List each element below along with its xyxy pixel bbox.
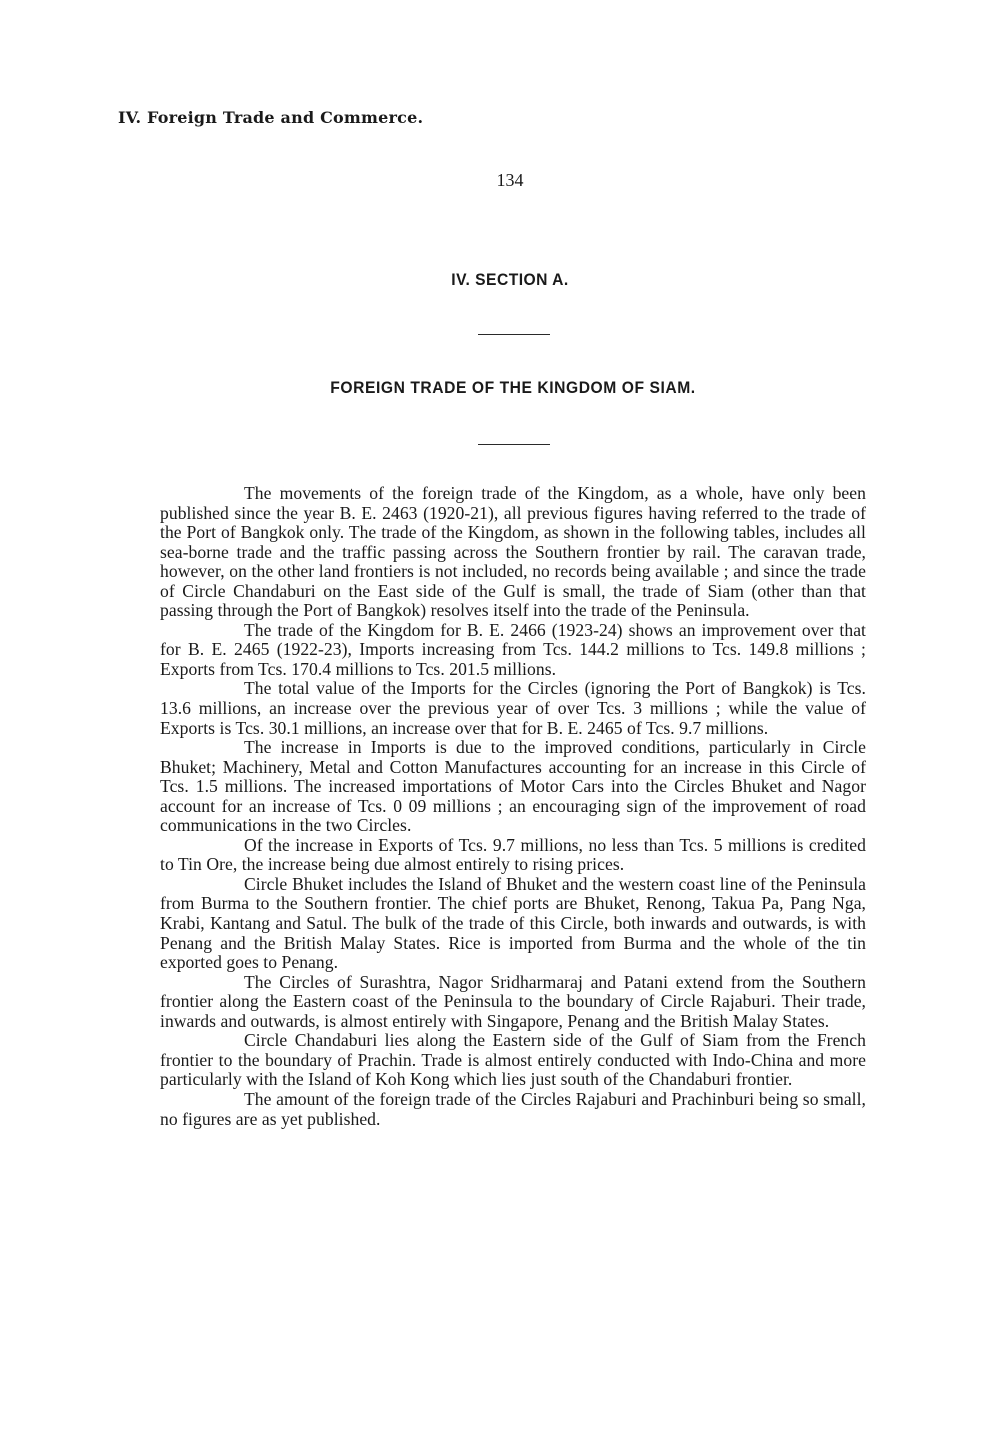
page-title: FOREIGN TRADE OF THE KINGDOM OF SIAM. bbox=[330, 378, 696, 397]
paragraph: Circle Chandaburi lies along the Eastern side of the Gulf of Siam from the French frontier to the boundary of Prachin. Trade is almost entirely conducted with Indo-China and more particularly with the Island of Koh Kong which lies just south of the Chandaburi frontier. bbox=[160, 1030, 866, 1090]
paragraph: The amount of the foreign trade of the Circles Rajaburi and Prachinburi being so small, no figures are as yet published. bbox=[160, 1088, 866, 1129]
running-head: IV. Foreign Trade and Commerce. bbox=[118, 108, 424, 127]
body-text bbox=[160, 484, 866, 1129]
divider-rule bbox=[478, 334, 550, 335]
paragraph: The trade of the Kingdom for B. E. 2466 (1923-24) shows an improvement over that for B. E. 2465 (1922-23), Imports increasing from Tcs. 144.2 millions to Tcs. 149.8 millions ; Exports from Tcs. 170.4 millions to Tcs. 201.5 millions. bbox=[160, 619, 866, 679]
page-number: 134 bbox=[496, 170, 524, 190]
paragraph: The increase in Imports is due to the improved conditions, particularly in Circle Bhuket; Machinery, Metal and Cotton Manufactures accounting for an increase in this Circle of Tcs. 1.5 millions. The increased importations of Motor Cars into the Circles Bhuket and Nagor account for an increase of Tcs. 0 09 millions ; an encouraging sign of the improvement of road communications in the two Circles. bbox=[160, 737, 866, 836]
paragraph: The total value of the Imports for the Circles (ignoring the Port of Bangkok) is Tcs. 13.6 millions, an increase over the previous year of over Tcs. 3 millions ; while the value of Exports is Tcs. 30.1 millions, an increase over that for B. E. 2465 of Tcs. 9.7 millions. bbox=[160, 678, 866, 738]
divider-rule bbox=[478, 444, 550, 445]
section-heading: IV. SECTION A. bbox=[451, 270, 569, 289]
paragraph: Circle Bhuket includes the Island of Bhuket and the western coast line of the Peninsula from Burma to the Southern frontier. The chief ports are Bhuket, Renong, Takua Pa, Pang Nga, Krabi, Kantang and Satul. The bulk of the trade of this Circle, both inwards and outwards, is with Penang and the British Malay States. Rice is imported from Burma and the whole of the tin exported goes to Penang. bbox=[160, 873, 866, 973]
paragraph: Of the increase in Exports of Tcs. 9.7 millions, no less than Tcs. 5 millions is credited to Tin Ore, the increase being due almost entirely to rising prices. bbox=[160, 834, 866, 875]
paragraph: The movements of the foreign trade of the Kingdom, as a whole, have only been published since the year B. E. 2463 (1920-21), all previous figures having referred to the trade of the Port of Bangkok only. The trade of the Kingdom, as shown in the following tables, includes all sea-borne trade and the traffic passing across the Southern frontier by rail. The caravan trade, however, on the other land frontiers is not included, no records being available ; and since the trade of Circle Chandaburi on the East side of the Gulf is small, the trade of Siam (other than that passing through the Port of Bangkok) resolves itself into the trade of the Peninsula. bbox=[160, 483, 866, 621]
paragraph: The Circles of Surashtra, Nagor Sridharmaraj and Patani extend from the Southern frontier along the Eastern coast of the Peninsula to the boundary of Circle Rajaburi. Their trade, inwards and outwards, is almost entirely with Singapore, Penang and the British Malay States. bbox=[160, 971, 866, 1031]
